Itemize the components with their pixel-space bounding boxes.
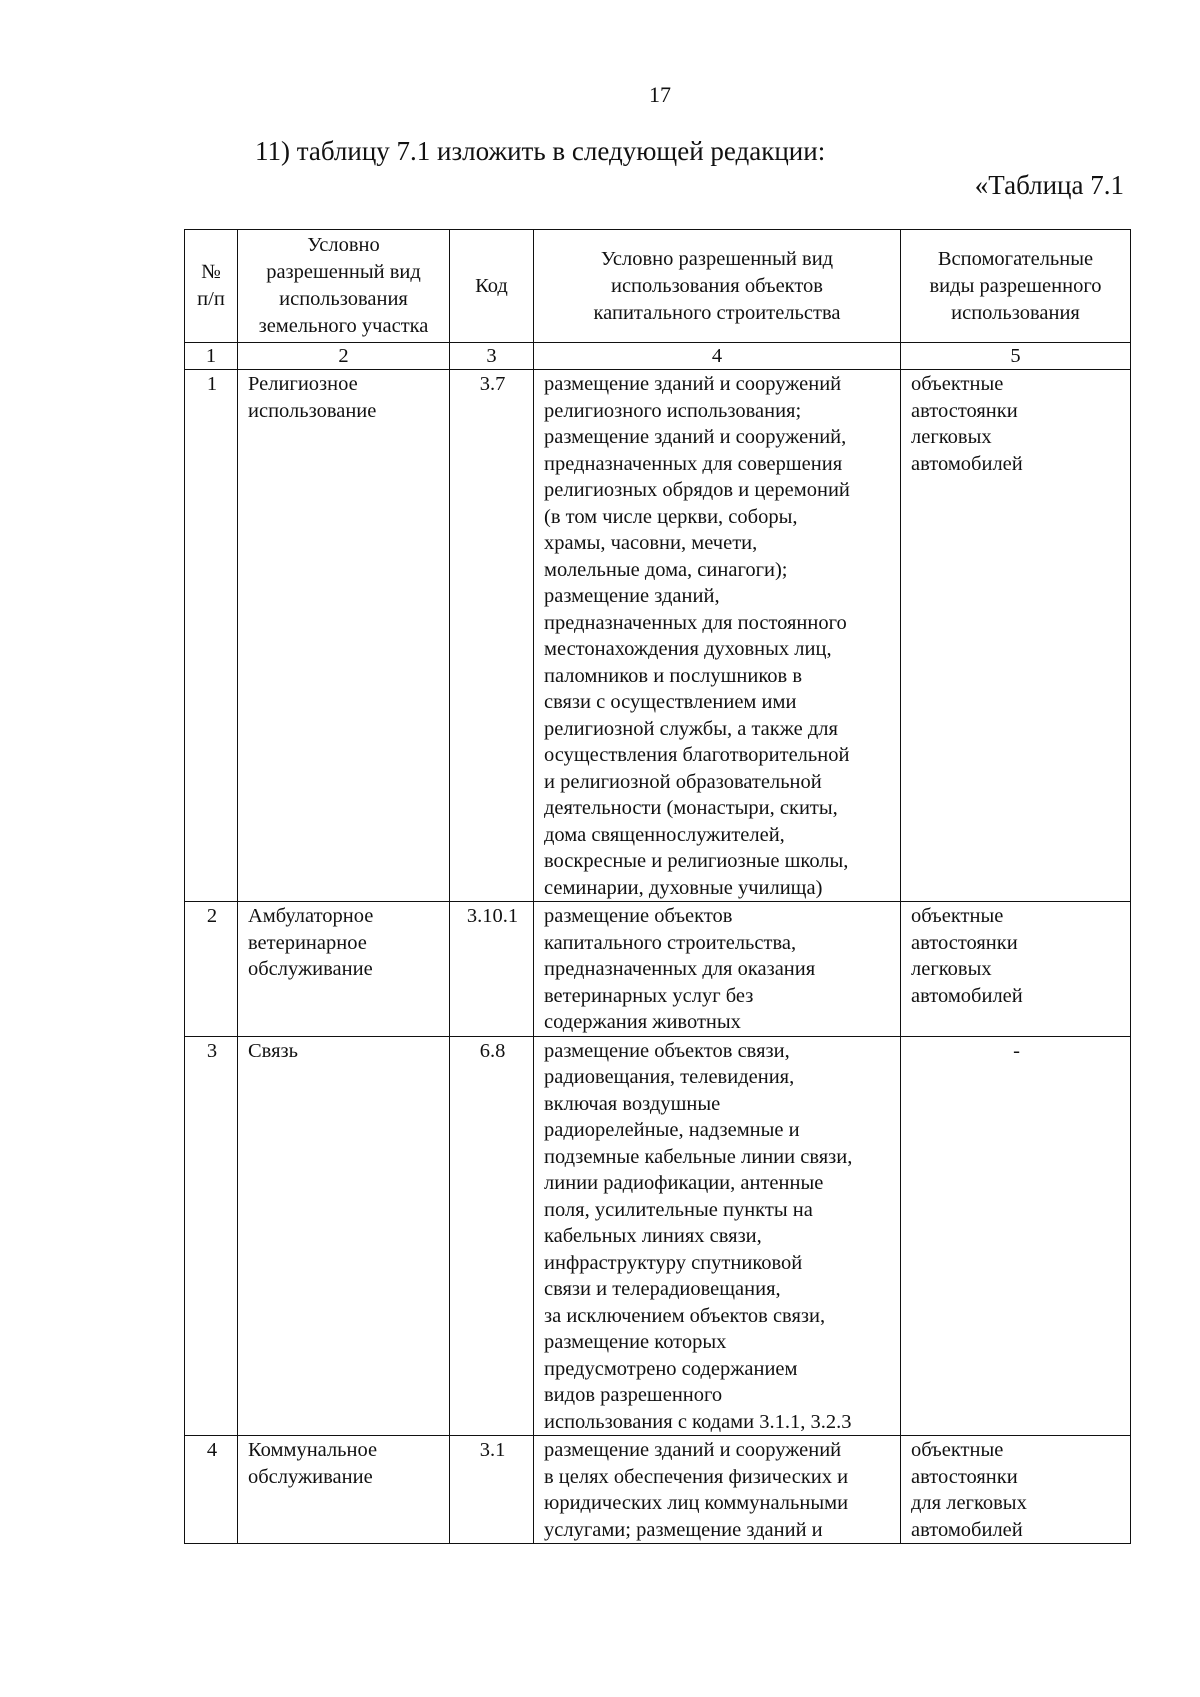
header-text-line: использования	[279, 288, 408, 310]
construction-use-cell	[534, 902, 901, 1037]
row-number-cell: 1	[185, 370, 238, 902]
land-use-line: Коммунальное	[248, 1439, 378, 1461]
construction-use-line: радиорелейные, надземные и	[544, 1119, 800, 1141]
header-text-line: Код	[475, 274, 508, 297]
table-row	[185, 370, 1131, 902]
header-text-line: земельного участка	[258, 315, 429, 337]
auxiliary-use-line: легковых	[911, 426, 992, 448]
auxiliary-use-cell	[901, 370, 1131, 902]
row-number-cell: 4	[185, 1436, 238, 1544]
header-text-line: использования	[951, 301, 1080, 324]
construction-use-cell	[534, 1436, 901, 1544]
construction-use-line: подземные кабельные линии связи,	[544, 1145, 853, 1168]
construction-use-line: поля, усилительные пункты на	[544, 1198, 813, 1221]
construction-use-line: воскресные и религиозные школы,	[544, 850, 849, 872]
construction-use-line: в целях обеспечения физических и	[544, 1465, 849, 1488]
header-text-line: п/п	[197, 288, 225, 310]
construction-use-line: размещение зданий,	[544, 585, 720, 607]
construction-use-line: использования с кодами 3.1.1, 3.2.3	[544, 1410, 852, 1433]
page-number: 17	[649, 82, 671, 107]
column-number: 4	[534, 343, 901, 370]
construction-use-line: размещение зданий и сооружений	[544, 373, 842, 395]
header-cell-land-use	[238, 230, 450, 343]
construction-use-line: деятельности (монастыри, скиты,	[544, 797, 838, 819]
auxiliary-use-cell	[901, 1036, 1131, 1436]
land-use-line: Связь	[248, 1039, 298, 1062]
construction-use-line: предназначенных для постоянного	[544, 611, 847, 634]
land-use-cell	[238, 370, 450, 902]
header-text-line: №	[201, 261, 221, 283]
land-use-line: ветеринарное	[248, 931, 367, 954]
construction-use-line: видов разрешенного	[544, 1384, 723, 1406]
construction-use-line: за исключением объектов связи,	[544, 1304, 826, 1327]
construction-use-line: предусмотрено содержанием	[544, 1357, 798, 1380]
construction-use-line: кабельных линиях связи,	[544, 1225, 762, 1247]
auxiliary-use-line: объектные	[911, 905, 1004, 927]
auxiliary-use-line: автомобилей	[911, 452, 1023, 475]
land-use-table	[184, 229, 1131, 1544]
construction-use-line: юридических лиц коммунальными	[544, 1492, 849, 1514]
code-cell: 3.7	[450, 370, 534, 902]
code-cell: 3.10.1	[450, 902, 534, 1037]
auxiliary-use-line: для легковых	[911, 1492, 1027, 1514]
construction-use-line: религиозной службы, а также для	[544, 717, 838, 740]
construction-use-line: предназначенных для совершения	[544, 452, 843, 475]
construction-use-line: радиовещания, телевидения,	[544, 1066, 795, 1088]
construction-use-line: религиозных обрядов и церемоний	[544, 479, 850, 501]
column-number: 3	[450, 343, 534, 370]
construction-use-line: услугами; размещение зданий и	[544, 1518, 823, 1541]
header-cell-number	[185, 230, 238, 343]
land-use-line: Религиозное	[248, 373, 358, 395]
row-number-cell: 3	[185, 1036, 238, 1436]
land-use-line: Амбулаторное	[248, 905, 374, 927]
construction-use-line: религиозного использования;	[544, 399, 802, 422]
table-row	[185, 1036, 1131, 1436]
construction-use-line: семинарии, духовные училища)	[544, 876, 823, 899]
construction-use-line: ветеринарных услуг без	[544, 984, 754, 1007]
auxiliary-use-cell	[901, 1436, 1131, 1544]
construction-use-line: размещение объектов связи,	[544, 1039, 790, 1062]
construction-use-line: инфраструктуру спутниковой	[544, 1251, 803, 1274]
table-row	[185, 902, 1131, 1037]
construction-use-line: паломников и послушников в	[544, 664, 803, 687]
row-number-cell: 2	[185, 902, 238, 1037]
auxiliary-use-line: автомобилей	[911, 1518, 1023, 1541]
land-use-cell	[238, 902, 450, 1037]
construction-use-line: местонахождения духовных лиц,	[544, 638, 832, 660]
construction-use-line: связи с осуществлением ими	[544, 691, 797, 713]
table-body	[185, 370, 1131, 1544]
table-caption: «Таблица 7.1	[974, 170, 1124, 200]
amendment-intro: 11) таблицу 7.1 изложить в следующей редакции:	[255, 136, 826, 166]
construction-use-line: содержания животных	[544, 1011, 741, 1033]
table-header-row	[185, 230, 1131, 343]
land-use-cell	[238, 1036, 450, 1436]
header-text-line: капитального строительства	[593, 301, 841, 324]
construction-use-cell	[534, 370, 901, 902]
header-cell-code	[450, 230, 534, 343]
construction-use-line: дома священнослужителей,	[544, 823, 785, 846]
header-text-line: виды разрешенного	[929, 274, 1102, 297]
column-number: 1	[185, 343, 238, 370]
construction-use-line: (в том числе церкви, соборы,	[544, 505, 798, 528]
header-cell-construction-use	[534, 230, 901, 343]
column-number: 5	[901, 343, 1131, 370]
construction-use-line: предназначенных для оказания	[544, 958, 816, 980]
auxiliary-use-cell	[901, 902, 1131, 1037]
table-row	[185, 1436, 1131, 1544]
auxiliary-use-line: автомобилей	[911, 984, 1023, 1007]
construction-use-line: осуществления благотворительной	[544, 744, 850, 766]
auxiliary-use-line: -	[1013, 1039, 1020, 1062]
land-use-line: обслуживание	[248, 1465, 373, 1488]
construction-use-line: капитального строительства,	[544, 931, 797, 954]
column-number: 2	[238, 343, 450, 370]
header-text-line: Условно разрешенный вид	[600, 247, 834, 270]
header-text-line: использования объектов	[610, 274, 823, 297]
construction-use-line: размещение зданий и сооружений	[544, 1439, 842, 1461]
land-use-line: обслуживание	[248, 958, 373, 980]
column-number-row	[185, 343, 1131, 370]
construction-use-line: и религиозной образовательной	[544, 770, 822, 793]
land-use-line: использование	[248, 399, 377, 422]
construction-use-line: размещение которых	[544, 1331, 727, 1353]
header-cell-auxiliary-use	[901, 230, 1131, 343]
construction-use-line: включая воздушные	[544, 1092, 721, 1115]
code-cell: 6.8	[450, 1036, 534, 1436]
construction-use-cell	[534, 1036, 901, 1436]
auxiliary-use-line: автостоянки	[911, 931, 1018, 954]
header-text-line: Условно	[307, 234, 380, 256]
construction-use-line: храмы, часовни, мечети,	[544, 532, 758, 554]
code-cell: 3.1	[450, 1436, 534, 1544]
auxiliary-use-line: автостоянки	[911, 1465, 1018, 1488]
auxiliary-use-line: легковых	[911, 958, 992, 980]
construction-use-line: связи и телерадиовещания,	[544, 1278, 781, 1300]
construction-use-line: размещение зданий и сооружений,	[544, 426, 847, 448]
construction-use-line: молельные дома, синагоги);	[544, 558, 788, 581]
construction-use-line: линии радиофикации, антенные	[544, 1172, 824, 1194]
auxiliary-use-line: автостоянки	[911, 399, 1018, 422]
auxiliary-use-line: объектные	[911, 373, 1004, 395]
header-text-line: Вспомогательные	[937, 247, 1094, 270]
header-text-line: разрешенный вид	[266, 261, 421, 283]
land-use-cell	[238, 1436, 450, 1544]
auxiliary-use-line: объектные	[911, 1439, 1004, 1461]
construction-use-line: размещение объектов	[544, 905, 733, 927]
